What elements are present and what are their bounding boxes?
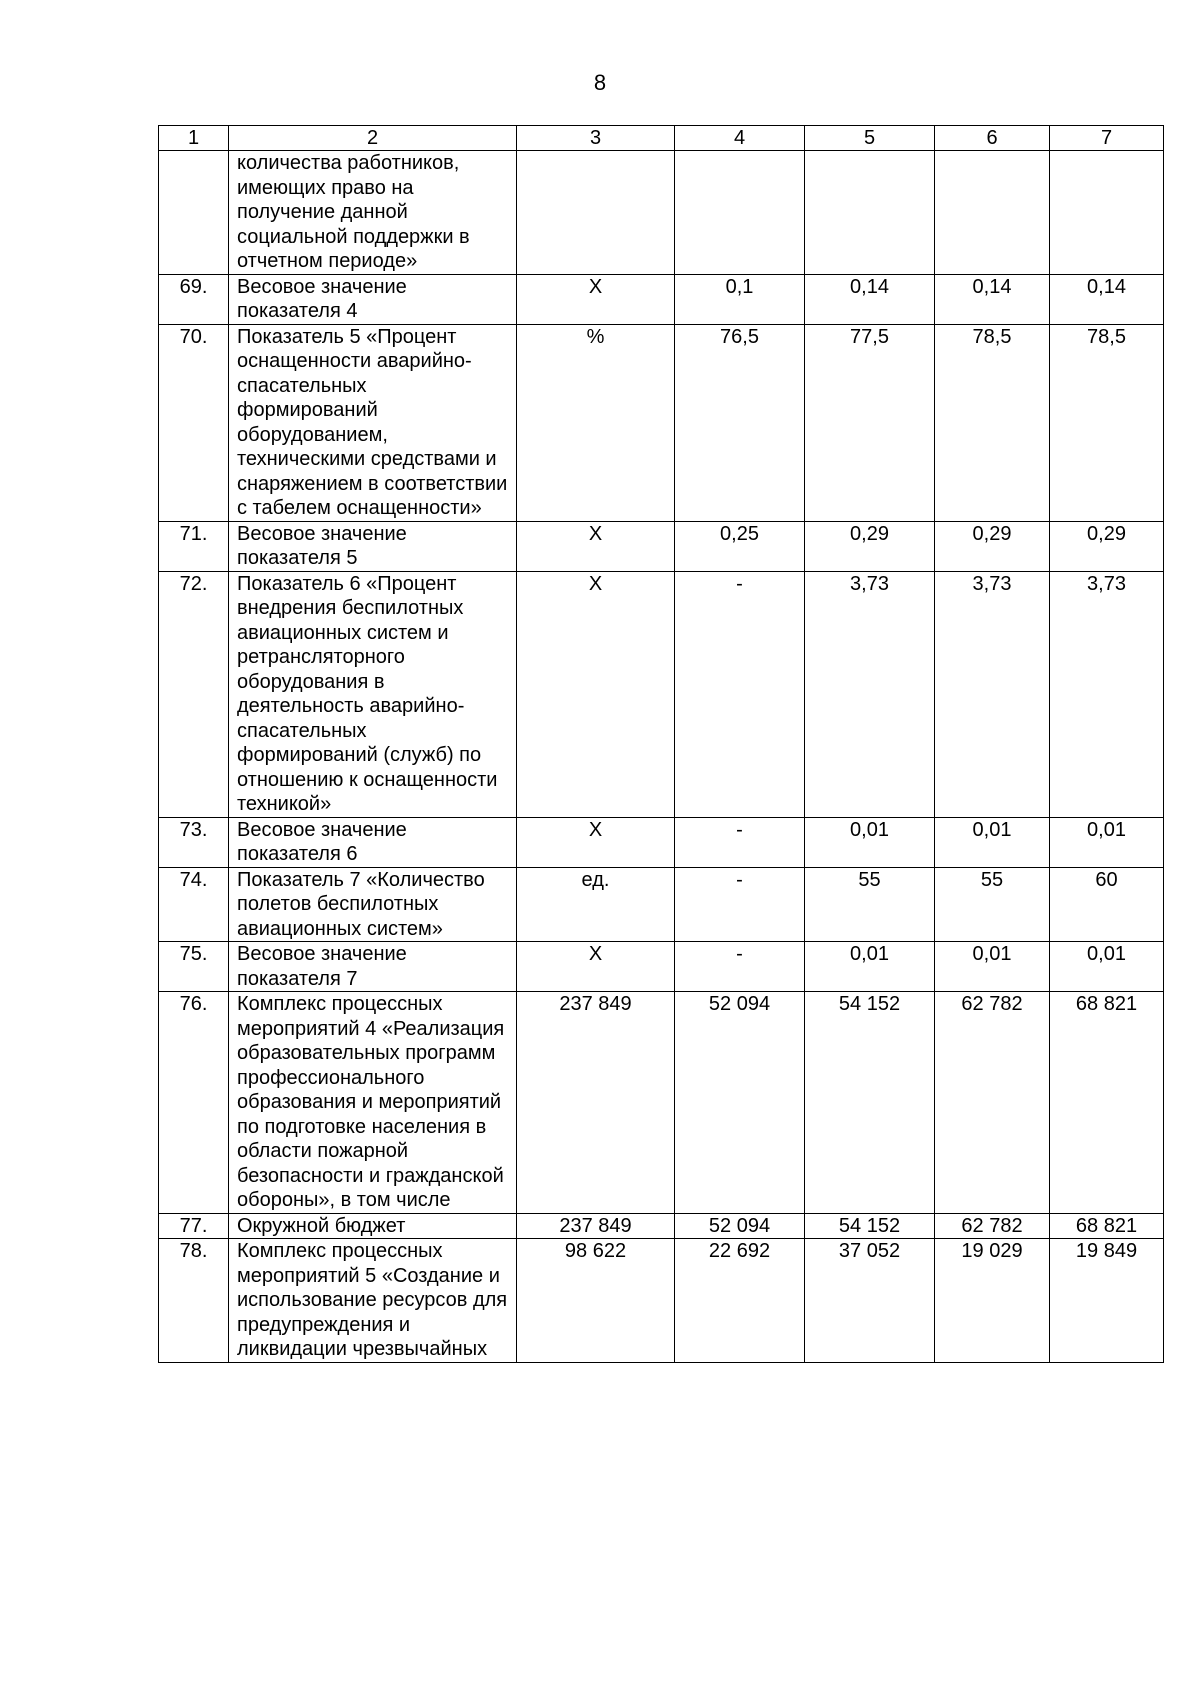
row-value-col-6: 0,29 [935, 521, 1050, 571]
row-description: Комплекс процессных мероприятий 5 «Создание и использование ресурсов для предупреждения и ликвидации чрезвычайных [229, 1239, 517, 1363]
row-number: 78. [159, 1239, 229, 1363]
row-value-col-7: 78,5 [1050, 324, 1164, 521]
table-row [159, 942, 1164, 992]
row-value-col-3: X [517, 817, 675, 867]
row-value-col-6: 78,5 [935, 324, 1050, 521]
row-number: 75. [159, 942, 229, 992]
row-value-col-7: 60 [1050, 867, 1164, 942]
row-value-col-4: 52 094 [675, 1213, 805, 1239]
row-description: Окружной бюджет [229, 1213, 517, 1239]
row-value-col-7: 0,01 [1050, 942, 1164, 992]
row-value-col-3: X [517, 521, 675, 571]
table-row [159, 817, 1164, 867]
row-value-col-4: - [675, 817, 805, 867]
row-value-col-7 [1050, 151, 1164, 275]
row-description: Показатель 6 «Процент внедрения беспилотных авиационных систем и ретрансляторного оборудования в деятельность аварийно-спасательных формирований (служб) по отношению к оснащенности техникой» [229, 571, 517, 817]
column-header: 2 [229, 126, 517, 151]
table-row [159, 324, 1164, 521]
row-value-col-4: - [675, 571, 805, 817]
row-value-col-7: 68 821 [1050, 992, 1164, 1214]
column-header: 5 [805, 126, 935, 151]
row-number: 71. [159, 521, 229, 571]
row-value-col-5: 77,5 [805, 324, 935, 521]
row-description: Комплекс процессных мероприятий 4 «Реализация образовательных программ профессионального образования и мероприятий по подготовке населения в области пожарной безопасности и гражданской обороны», в том числе [229, 992, 517, 1214]
table-row [159, 1239, 1164, 1363]
row-number [159, 151, 229, 275]
row-value-col-6: 0,01 [935, 942, 1050, 992]
table-body [159, 126, 1164, 1363]
page-number: 8 [593, 70, 607, 95]
row-value-col-6: 0,01 [935, 817, 1050, 867]
row-value-col-7: 0,01 [1050, 817, 1164, 867]
row-value-col-6: 62 782 [935, 1213, 1050, 1239]
row-value-col-5: 37 052 [805, 1239, 935, 1363]
row-description: Весовое значение показателя 5 [229, 521, 517, 571]
column-header: 6 [935, 126, 1050, 151]
row-value-col-5: 0,14 [805, 274, 935, 324]
row-number: 77. [159, 1213, 229, 1239]
row-value-col-4: - [675, 942, 805, 992]
row-value-col-5: 0,01 [805, 817, 935, 867]
row-value-col-3: % [517, 324, 675, 521]
row-value-col-6 [935, 151, 1050, 275]
row-value-col-3 [517, 151, 675, 275]
row-value-col-3: 237 849 [517, 992, 675, 1214]
table-row [159, 274, 1164, 324]
row-description: Показатель 7 «Количество полетов беспилотных авиационных систем» [229, 867, 517, 942]
table-row [159, 151, 1164, 275]
row-value-col-3: X [517, 274, 675, 324]
row-value-col-3: ед. [517, 867, 675, 942]
row-value-col-7: 0,14 [1050, 274, 1164, 324]
row-value-col-6: 0,14 [935, 274, 1050, 324]
column-header: 1 [159, 126, 229, 151]
row-value-col-5: 55 [805, 867, 935, 942]
row-value-col-7: 0,29 [1050, 521, 1164, 571]
row-value-col-3: 98 622 [517, 1239, 675, 1363]
row-value-col-4: 22 692 [675, 1239, 805, 1363]
row-value-col-5: 54 152 [805, 992, 935, 1214]
table-row [159, 571, 1164, 817]
row-value-col-5: 0,29 [805, 521, 935, 571]
row-value-col-6: 19 029 [935, 1239, 1050, 1363]
row-value-col-7: 68 821 [1050, 1213, 1164, 1239]
row-description: Весовое значение показателя 6 [229, 817, 517, 867]
table-row [159, 1213, 1164, 1239]
row-value-col-4 [675, 151, 805, 275]
row-value-col-6: 55 [935, 867, 1050, 942]
row-description: количества работников, имеющих право на получение данной социальной поддержки в отчетном периоде» [229, 151, 517, 275]
table-row [159, 992, 1164, 1214]
row-value-col-6: 3,73 [935, 571, 1050, 817]
row-description: Весовое значение показателя 4 [229, 274, 517, 324]
row-value-col-4: 0,25 [675, 521, 805, 571]
row-value-col-4: 0,1 [675, 274, 805, 324]
row-value-col-4: 76,5 [675, 324, 805, 521]
row-number: 76. [159, 992, 229, 1214]
row-value-col-3: 237 849 [517, 1213, 675, 1239]
table-row [159, 867, 1164, 942]
column-header: 3 [517, 126, 675, 151]
row-value-col-7: 3,73 [1050, 571, 1164, 817]
row-value-col-5: 3,73 [805, 571, 935, 817]
row-number: 70. [159, 324, 229, 521]
row-description: Весовое значение показателя 7 [229, 942, 517, 992]
table-row [159, 521, 1164, 571]
data-table [158, 125, 1164, 1363]
row-value-col-6: 62 782 [935, 992, 1050, 1214]
row-description: Показатель 5 «Процент оснащенности аварийно-спасательных формирований оборудованием, техническими средствами и снаряжением в соответствии с табелем оснащенности» [229, 324, 517, 521]
row-value-col-3: X [517, 571, 675, 817]
header-row [159, 126, 1164, 151]
column-header: 7 [1050, 126, 1164, 151]
row-number: 74. [159, 867, 229, 942]
column-header: 4 [675, 126, 805, 151]
row-value-col-5 [805, 151, 935, 275]
row-number: 73. [159, 817, 229, 867]
row-number: 69. [159, 274, 229, 324]
row-value-col-4: - [675, 867, 805, 942]
row-value-col-3: X [517, 942, 675, 992]
row-value-col-4: 52 094 [675, 992, 805, 1214]
row-value-col-5: 54 152 [805, 1213, 935, 1239]
row-number: 72. [159, 571, 229, 817]
row-value-col-5: 0,01 [805, 942, 935, 992]
row-value-col-7: 19 849 [1050, 1239, 1164, 1363]
